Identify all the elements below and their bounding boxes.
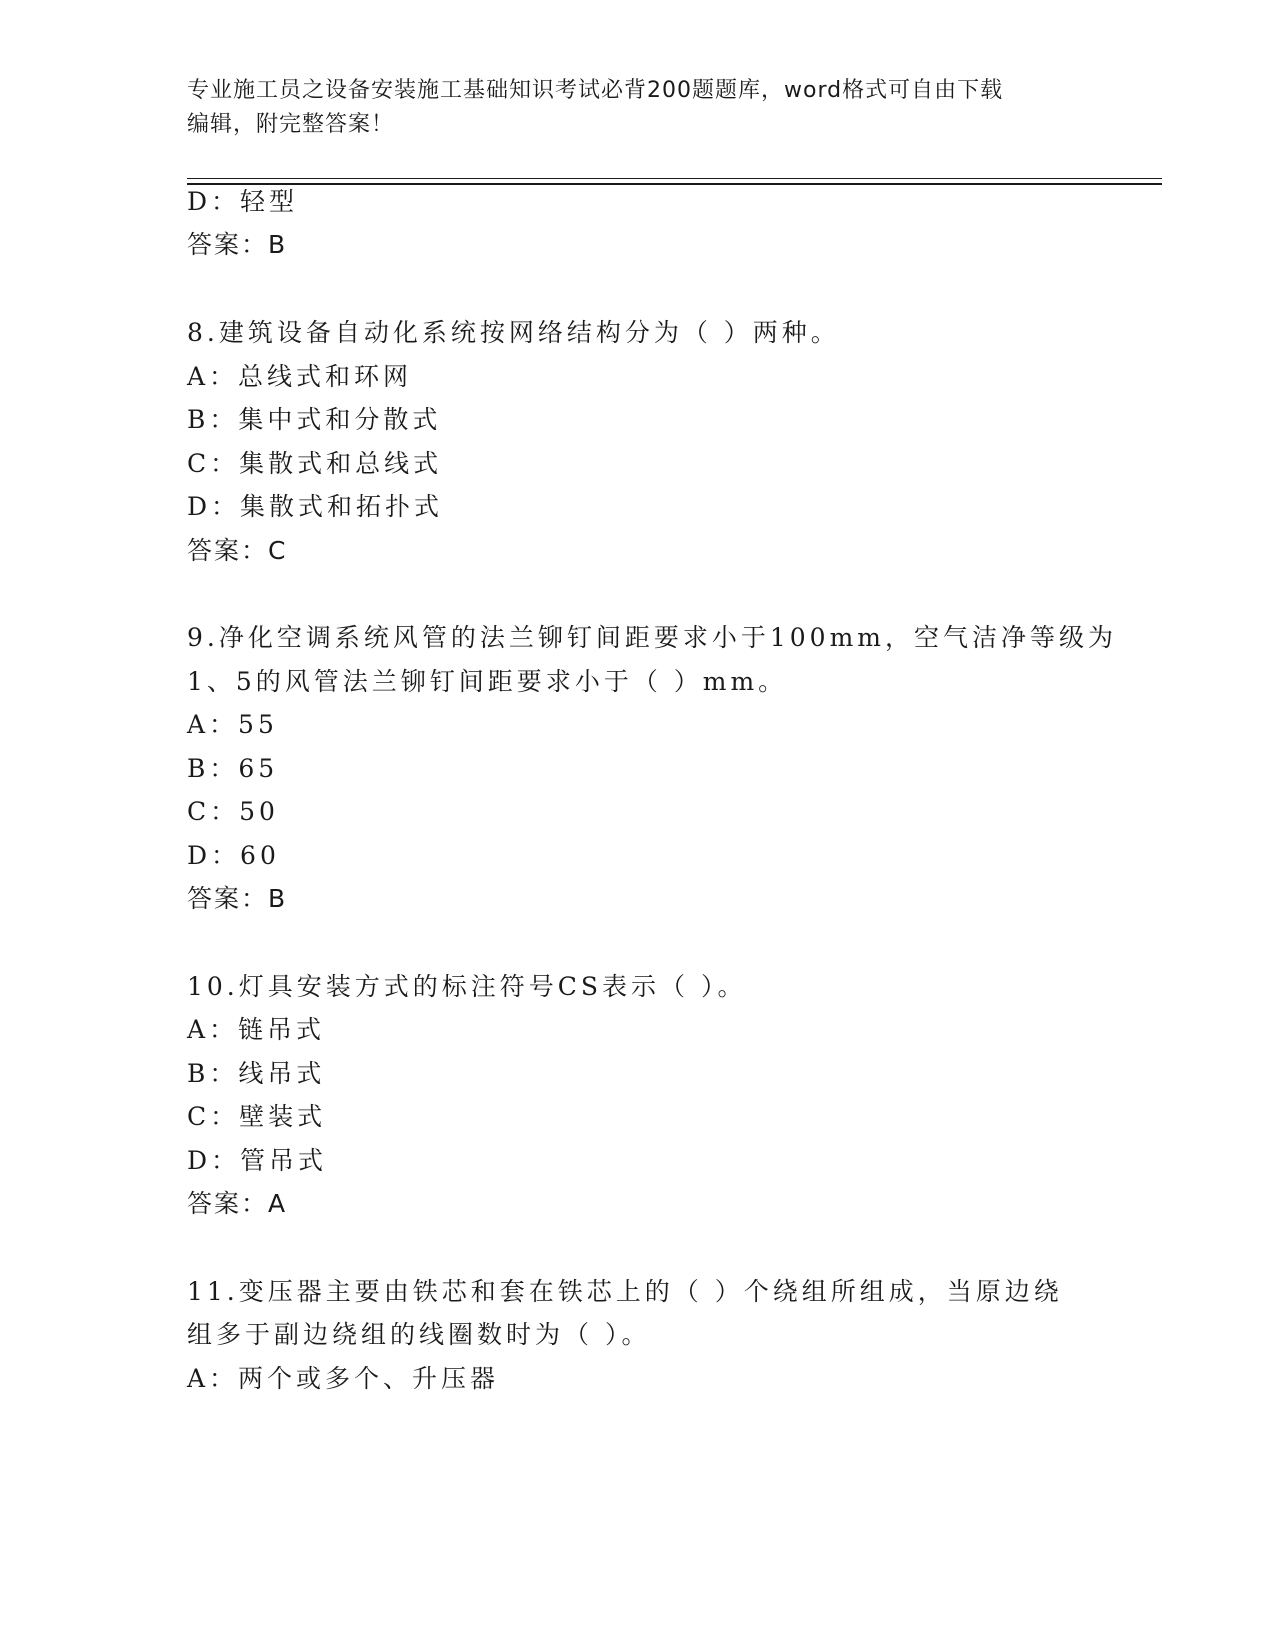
q9-answer: 答案：B	[187, 884, 288, 913]
q9-stem-line-2: 1、5的风管法兰铆钉间距要求小于（ ）mm。	[187, 667, 788, 696]
q9-option-a: A：55	[187, 710, 278, 739]
q10-stem-line-1: 10.灯具安装方式的标注符号CS表示（ ）。	[187, 972, 747, 1001]
q8-stem-line-1: 8.建筑设备自动化系统按网络结构分为（ ）两种。	[187, 318, 840, 347]
q11-option-a: A：两个或多个、升压器	[187, 1364, 500, 1393]
q9-option-b: B：65	[187, 754, 279, 783]
q8-option-d: D：集散式和拓扑式	[187, 492, 444, 521]
q11-stem-line-1: 11.变压器主要由铁芯和套在铁芯上的（ ）个绕组所组成，当原边绕	[187, 1277, 1063, 1306]
header-title-line-1: 专业施工员之设备安装施工基础知识考试必背200题题库，word格式可自由下载	[187, 78, 1004, 103]
q9-option-d: D：60	[187, 841, 280, 870]
header-divider-thin	[187, 178, 1162, 179]
header-divider-thick	[187, 183, 1162, 185]
q11-stem-line-2: 组多于副边绕组的线圈数时为（ ）。	[187, 1320, 651, 1349]
prev-option-d: D：轻型	[187, 187, 299, 216]
q10-option-b: B：线吊式	[187, 1059, 326, 1088]
q8-option-b: B：集中式和分散式	[187, 405, 442, 434]
q8-answer: 答案：C	[187, 536, 288, 565]
q9-stem-line-1: 9.净化空调系统风管的法兰铆钉间距要求小于100mm，空气洁净等级为	[187, 623, 1117, 652]
header-title-line-2: 编辑，附完整答案！	[187, 112, 395, 137]
q10-option-d: D：管吊式	[187, 1146, 328, 1175]
q8-option-c: C：集散式和总线式	[187, 449, 443, 478]
q10-option-a: A：链吊式	[187, 1015, 326, 1044]
q10-answer: 答案：A	[187, 1189, 288, 1218]
q8-option-a: A：总线式和环网	[187, 362, 413, 391]
page-header	[187, 74, 1087, 142]
q9-option-c: C：50	[187, 797, 279, 826]
q10-option-c: C：壁装式	[187, 1102, 327, 1131]
prev-answer: 答案：B	[187, 230, 288, 259]
